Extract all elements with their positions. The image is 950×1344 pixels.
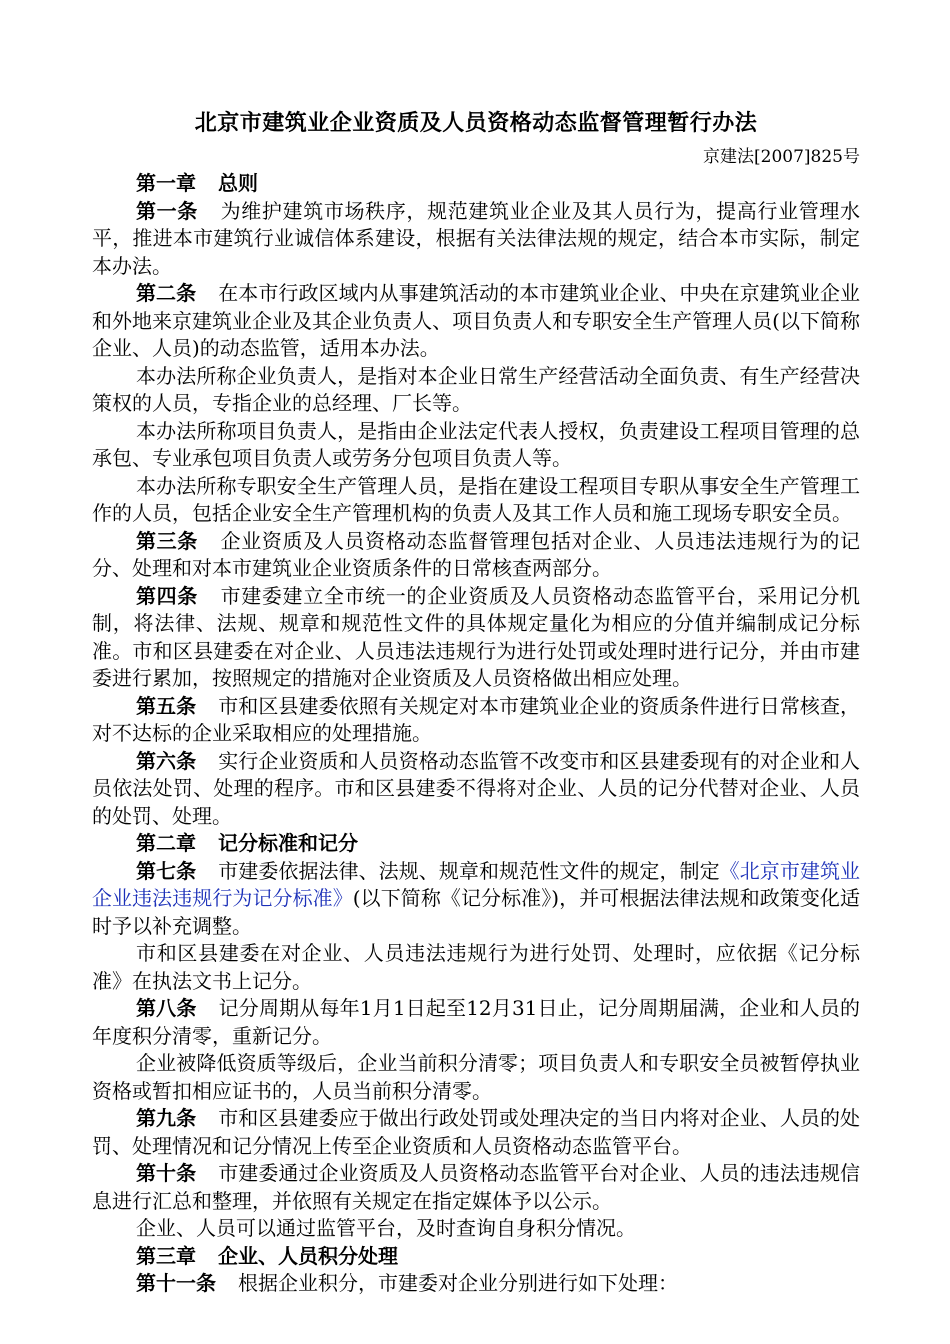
article-text: 实行企业资质和人员资格动态监管不改变市和区县建委现有的对企业和人员依法处罚、处理的程序。市和区县建委不得将对企业、人员的记分代替对企业、人员的处罚、处理。 [92,748,860,828]
article-11 [92,1270,860,1298]
article-10 [92,1160,860,1215]
article-text: 企业资质及人员资格动态监督管理包括对企业、人员违法违规行为的记分、处理和对本市建筑业企业资质条件的日常核查两部分。 [92,528,861,580]
article-7-paragraph-2: 市和区县建委在对企业、人员违法违规行为进行处罚、处理时，应依据《记分标准》在执法文书上记分。 [92,941,860,993]
article-5 [92,693,860,748]
article-2-paragraph-2: 本办法所称企业负责人，是指对本企业日常生产经营活动全面负责、有生产经营决策权的人员，专指企业的总经理、厂长等。 [92,363,860,415]
article-7 [92,858,860,941]
document-page [92,108,860,1298]
chapter-2-heading [92,830,860,858]
article-10-paragraph-2: 企业、人员可以通过监管平台，及时查询自身积分情况。 [136,1216,636,1240]
article-1 [92,198,860,281]
article-label: 第七条 [136,858,197,883]
article-9 [92,1105,860,1160]
chapter-name: 企业、人员积分处理 [218,1243,398,1268]
article-text: 在本市行政区域内从事建筑活动的本市建筑业企业、中央在京建筑业企业和外地来京建筑业企业及其企业负责人、项目负责人和专职安全生产管理人员(以下简称企业、人员)的动态监管，适用本办法。 [92,281,860,360]
article-2 [92,280,860,363]
article-text: 根据企业积分，市建委对企业分别进行如下处理： [238,1271,678,1295]
article-label: 第八条 [136,996,197,1020]
article-label: 第六条 [136,748,197,773]
article-text: 记分周期从每年1月1日起至12月31日止，记分周期届满，企业和人员的年度积分清零，重新记分。 [92,996,860,1048]
article-6 [92,748,860,831]
article-3 [92,528,860,583]
article-label: 第十一条 [136,1271,216,1295]
article-2-paragraph-3: 本办法所称项目负责人，是指由企业法定代表人授权，负责建设工程项目管理的总承包、专业承包项目负责人或劳务分包项目负责人等。 [92,418,860,470]
document-number: 京建法[2007]825号 [703,147,860,167]
article-label: 第二条 [136,281,197,305]
article-8-paragraph-2: 企业被降低资质等级后，企业当前积分清零；项目负责人和专职安全员被暂停执业资格或暂扣相应证书的，人员当前积分清零。 [92,1051,860,1103]
scoring-standard-link[interactable]: 《北京市建筑业企业违法违规行为记分标准》 [92,858,861,910]
article-text: 市建委建立全市统一的企业资质及人员资格动态监管平台，采用记分机制，将法律、法规、规章和规范性文件的具体规定量化为相应的分值并编制成记分标准。市和区县建委在对企业、人员违法违规行为进行处罚或处理时进行记分，并由市建委进行累加，按照规定的措施对企业资质及人员资格做出相应处理。 [92,583,861,690]
document-title: 北京市建筑业企业资质及人员资格动态监督管理暂行办法 [194,111,758,136]
article-label: 第五条 [136,693,197,718]
article-text: 市和区县建委依照有关规定对本市建筑业企业的资质条件进行日常核查，对不达标的企业采取相应的处理措施。 [92,693,860,745]
article-text-continued: (以下简称《记分标准》)，并可根据法律法规和政策变化适时予以补充调整。 [92,886,860,938]
article-label: 第四条 [136,583,198,608]
article-2-paragraph-4: 本办法所称专职安全生产管理人员，是指在建设工程项目专职从事安全生产管理工作的人员，包括企业安全生产管理机构的负责人及其工作人员和施工现场专职安全员。 [92,473,860,525]
article-label: 第十条 [136,1161,197,1185]
chapter-number: 第二章 [136,831,196,855]
chapter-1-heading [92,170,860,198]
article-text: 市建委依据法律、法规、规章和规范性文件的规定，制定 [218,858,720,883]
article-text: 为维护建筑市场秩序，规范建筑业企业及其人员行为，提高行业管理水平，推进本市建筑行业诚信体系建设，根据有关法律法规的规定，结合本市实际，制定本办法。 [92,198,861,278]
article-4 [92,583,860,693]
chapter-number: 第三章 [136,1243,196,1268]
article-label: 第三条 [136,528,198,553]
article-label: 第一条 [136,198,198,223]
chapter-name: 总则 [218,171,258,195]
article-text: 市建委通过企业资质及人员资格动态监管平台对企业、人员的违法违规信息进行汇总和整理，并依照有关规定在指定媒体予以公示。 [92,1161,860,1213]
article-8 [92,995,860,1050]
chapter-number: 第一章 [136,171,196,195]
chapter-3-heading [92,1243,860,1271]
article-label: 第九条 [136,1106,197,1130]
article-text: 市和区县建委应于做出行政处罚或处理决定的当日内将对企业、人员的处罚、处理情况和记分情况上传至企业资质和人员资格动态监管平台。 [92,1106,860,1158]
chapter-name: 记分标准和记分 [218,831,358,855]
